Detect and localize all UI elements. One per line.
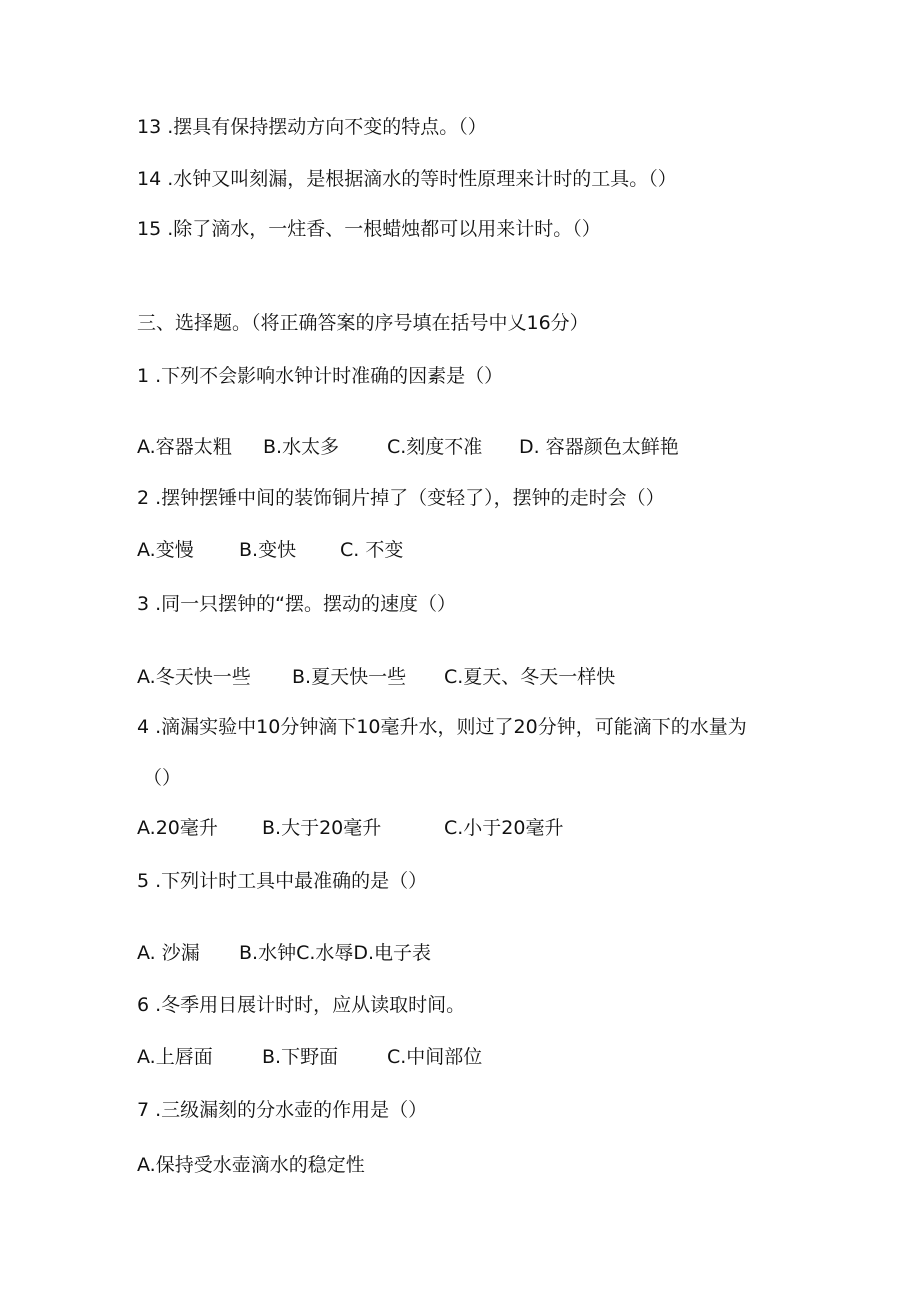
option: A.变慢 (137, 539, 194, 561)
question-4-stem-continued: （） (143, 767, 182, 789)
question-5-stem: 5 .下列计时工具中最准确的是（） (137, 870, 428, 892)
question-6-stem: 6 .冬季用日展计时时，应从读取时间。 (137, 994, 466, 1016)
option: A.上唇面 (137, 1046, 213, 1068)
question-7-stem: 7 .三级漏刻的分水壶的作用是（） (137, 1099, 428, 1121)
option: B.变快 (239, 539, 297, 561)
option: B.水太多 (263, 436, 340, 458)
option: B.夏天快一些 (292, 666, 407, 688)
option: C. 不变 (340, 539, 404, 561)
option: A.冬天快一些 (137, 666, 251, 688)
option: A. 沙漏 (137, 942, 200, 964)
option: C.夏天、冬天一样快 (444, 666, 616, 688)
option: B.下野面 (262, 1046, 339, 1068)
option: A.20毫升 (137, 817, 218, 839)
tf-item-15: 15 .除了滴水，一炷香、一根蜡烛都可以用来计时。（） (137, 218, 601, 240)
option: A.保持受水壶滴水的稳定性 (137, 1154, 365, 1176)
question-4-stem: 4 .滴漏实验中10分钟滴下10毫升水，则过了20分钟，可能滴下的水量为 (137, 716, 747, 738)
option: B.水钟C.水辱D.电子表 (239, 942, 432, 964)
option: C.小于20毫升 (444, 817, 564, 839)
option: C.刻度不准 (387, 436, 483, 458)
option: C.中间部位 (387, 1046, 483, 1068)
question-3-stem: 3 .同一只摆钟的“摆。摆动的速度（） (137, 593, 457, 615)
option: A.容器太粗 (137, 436, 232, 458)
question-1-stem: 1 .下列不会影响水钟计时准确的因素是（） (137, 365, 504, 387)
option: B.大于20毫升 (262, 817, 382, 839)
section-heading: 三、选择题。（将正确答案的序号填在括号中乂16分） (137, 312, 589, 334)
tf-item-13: 13 .摆具有保持摆动方向不变的特点。（） (137, 116, 487, 138)
question-2-stem: 2 .摆钟摆锤中间的装饰铜片掉了（变轻了），摆钟的走时会（） (137, 487, 665, 509)
tf-item-14: 14 .水钟又叫刻漏，是根据滴水的等时性原理来计时的工具。（） (137, 168, 677, 190)
option: D. 容器颜色太鲜艳 (519, 436, 679, 458)
